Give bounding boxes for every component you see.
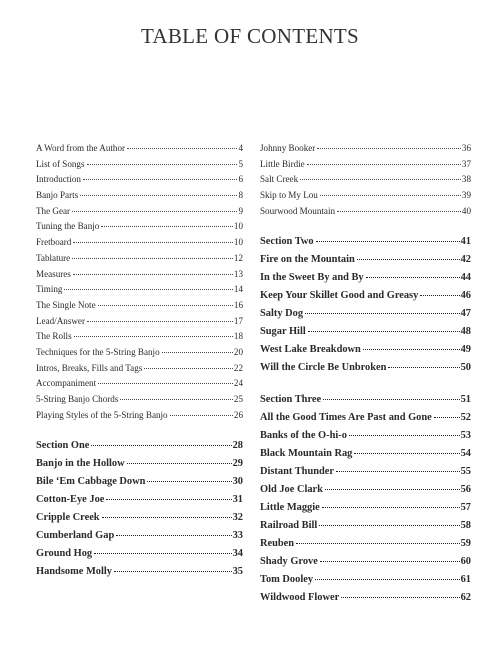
page-number: 6 — [238, 174, 243, 185]
entry-title: Shady Grove — [260, 556, 318, 568]
entry-title: Keep Your Skillet Good and Greasy — [260, 290, 419, 302]
page-number: 39 — [461, 190, 471, 201]
toc-entry — [36, 491, 243, 509]
entry-title: Cripple Creek — [36, 512, 100, 524]
dot-leader — [106, 499, 231, 500]
toc-entry — [36, 376, 243, 392]
page-number: 44 — [460, 272, 471, 284]
entry-title: Johnny Booker — [260, 143, 316, 153]
dot-leader — [307, 164, 461, 165]
section-three — [260, 391, 471, 607]
dot-leader — [305, 313, 460, 314]
page-number: 34 — [232, 548, 243, 560]
entry-title: Techniques for the 5-String Banjo — [36, 346, 160, 357]
entry-title: 5-String Banjo Chords — [36, 394, 119, 404]
dot-leader — [98, 305, 233, 306]
toc-entry — [260, 571, 471, 589]
toc-entry — [260, 463, 471, 481]
toc-group-intro — [36, 141, 243, 423]
toc-entry — [260, 323, 471, 341]
page-number: 9 — [238, 205, 243, 216]
toc-entry — [260, 157, 471, 173]
dot-leader — [337, 211, 461, 212]
page-number: 5 — [238, 158, 243, 169]
dot-leader — [127, 148, 237, 149]
toc-entry — [36, 437, 243, 455]
entry-title: Ground Hog — [36, 548, 93, 560]
toc-entry — [260, 204, 471, 220]
dot-leader — [363, 349, 460, 350]
page-number: 22 — [233, 362, 243, 373]
dot-leader — [341, 597, 459, 598]
dot-leader — [64, 289, 232, 290]
entry-title: Salt Creek — [260, 174, 299, 185]
toc-entry — [36, 298, 243, 314]
page-number: 46 — [460, 290, 471, 302]
entry-title: Cumberland Gap — [36, 530, 115, 542]
page-number: 12 — [233, 252, 243, 263]
section-one-songs — [36, 455, 243, 581]
page-number: 47 — [460, 308, 471, 320]
toc-entry — [36, 361, 243, 377]
toc-entry — [260, 305, 471, 323]
page-number: 35 — [232, 566, 243, 578]
page-number: 4 — [238, 143, 243, 153]
page-number: 54 — [460, 448, 471, 460]
page-number: 48 — [460, 326, 471, 338]
page-number: 57 — [460, 502, 471, 514]
dot-leader — [316, 241, 460, 242]
section-two — [260, 233, 471, 377]
dot-leader — [322, 507, 460, 508]
dot-leader — [315, 579, 460, 580]
entry-title: Sourwood Mountain — [260, 205, 336, 216]
entry-title: Little Birdie — [260, 158, 305, 169]
entry-title: Salty Dog — [260, 308, 304, 320]
page-number: 42 — [460, 254, 471, 266]
entry-title: All the Good Times Are Past and Gone — [260, 412, 432, 424]
toc-entry — [260, 359, 471, 377]
toc-entry — [260, 409, 471, 427]
entry-title: Playing Styles of the 5-String Banjo — [36, 409, 168, 420]
page-number: 58 — [460, 520, 471, 532]
toc-entry — [260, 535, 471, 553]
toc-entry — [36, 204, 243, 220]
entry-title: Measures — [36, 268, 71, 279]
dot-leader — [434, 417, 460, 418]
page-number: 37 — [461, 158, 471, 169]
toc-entry — [36, 455, 243, 473]
dot-leader — [127, 463, 232, 464]
toc-entry — [260, 251, 471, 269]
page-number: 10 — [233, 221, 243, 232]
entry-title: The Single Note — [36, 299, 96, 310]
dot-leader — [317, 148, 461, 149]
toc-entry — [36, 314, 243, 330]
page-number: 20 — [233, 346, 243, 357]
toc-column-left — [36, 141, 243, 581]
dot-leader — [296, 543, 460, 544]
dot-leader — [354, 453, 459, 454]
page-number: 18 — [233, 331, 243, 342]
toc-entry — [260, 427, 471, 445]
entry-title: Old Joe Clark — [260, 484, 323, 496]
dot-leader — [116, 535, 231, 536]
dot-leader — [87, 164, 238, 165]
page-number: 41 — [460, 236, 471, 248]
entry-title: Will the Circle Be Unbroken — [260, 362, 387, 374]
entry-title: Cotton-Eye Joe — [36, 494, 105, 506]
dot-leader — [320, 195, 461, 196]
entry-title: Little Maggie — [260, 502, 320, 514]
toc-entry — [36, 329, 243, 345]
dot-leader — [349, 435, 460, 436]
toc-entry — [36, 473, 243, 491]
section-one — [36, 437, 243, 581]
dot-leader — [323, 399, 460, 400]
toc-entry — [260, 141, 471, 157]
toc-entry — [36, 345, 243, 361]
entry-title: Sugar Hill — [260, 326, 306, 338]
entry-title: Fire on the Mountain — [260, 254, 355, 266]
dot-leader — [336, 471, 460, 472]
toc-entry — [260, 445, 471, 463]
dot-leader — [420, 295, 459, 296]
toc-entry — [260, 341, 471, 359]
toc-entry — [260, 269, 471, 287]
page-number: 33 — [232, 530, 243, 542]
toc-entry — [260, 287, 471, 305]
toc-entry — [36, 141, 243, 157]
page-number: 38 — [461, 174, 471, 185]
toc-entry — [36, 157, 243, 173]
entry-title: Section One — [36, 440, 90, 452]
page-number: 60 — [460, 556, 471, 568]
dot-leader — [91, 445, 231, 446]
page-number: 32 — [232, 512, 243, 524]
dot-leader — [388, 367, 459, 368]
dot-leader — [300, 179, 461, 180]
toc-entry — [260, 188, 471, 204]
entry-title: The Gear — [36, 205, 71, 216]
entry-title: A Word from the Author — [36, 143, 126, 153]
toc-entry — [36, 235, 243, 251]
entry-title: Banjo Parts — [36, 190, 79, 201]
entry-title: In the Sweet By and By — [260, 272, 364, 284]
page-number: 31 — [232, 494, 243, 506]
entry-title: Introduction — [36, 174, 81, 185]
dot-leader — [308, 331, 460, 332]
dot-leader — [72, 258, 233, 259]
page-number: 53 — [460, 430, 471, 442]
dot-leader — [94, 553, 232, 554]
entry-title: Timing — [36, 284, 63, 295]
entry-title: Tuning the Banjo — [36, 221, 100, 232]
toc-entry — [36, 509, 243, 527]
entry-title: Handsome Molly — [36, 566, 112, 578]
toc-entry — [36, 188, 243, 204]
page-number: 16 — [233, 299, 243, 310]
entry-title: Section Two — [260, 236, 314, 248]
section-heading — [260, 391, 471, 409]
page-number: 24 — [233, 378, 243, 389]
page-title: TABLE OF CONTENTS — [140, 24, 360, 48]
toc-entry — [36, 251, 243, 267]
dot-leader — [120, 399, 233, 400]
page-number: 49 — [460, 344, 471, 356]
toc-entry — [36, 172, 243, 188]
dot-leader — [74, 336, 233, 337]
entry-title: Railroad Bill — [260, 520, 318, 532]
entry-title: Lead/Answer — [36, 315, 85, 326]
dot-leader — [366, 277, 460, 278]
toc-entry — [36, 392, 243, 408]
toc-entry — [36, 282, 243, 298]
page-number: 26 — [233, 409, 243, 420]
dot-leader — [147, 481, 231, 482]
dot-leader — [319, 525, 459, 526]
section-three-songs — [260, 409, 471, 607]
toc-entry — [260, 589, 471, 607]
toc-column-right — [260, 141, 471, 607]
dot-leader — [102, 517, 232, 518]
toc-entry — [36, 545, 243, 563]
toc-entry — [36, 408, 243, 424]
dot-leader — [83, 179, 237, 180]
toc-entry — [36, 219, 243, 235]
page-number: 50 — [460, 362, 471, 374]
dot-leader — [72, 211, 237, 212]
page-number: 59 — [460, 538, 471, 550]
section-heading — [36, 437, 243, 455]
page-number: 51 — [460, 394, 471, 406]
toc-entry — [260, 391, 471, 409]
dot-leader — [80, 195, 237, 196]
dot-leader — [170, 415, 233, 416]
entry-title: Banks of the O-hi-o — [260, 430, 347, 442]
entry-title: List of Songs — [36, 158, 85, 169]
page-number: 28 — [232, 440, 243, 452]
dot-leader — [144, 368, 233, 369]
entry-title: Tablature — [36, 252, 71, 263]
entry-title: Black Mountain Rag — [260, 448, 353, 460]
toc-entry — [260, 172, 471, 188]
entry-title: Accompaniment — [36, 378, 97, 389]
entry-title: Wildwood Flower — [260, 592, 340, 604]
dot-leader — [73, 274, 233, 275]
page-number: 29 — [232, 458, 243, 470]
page-number: 62 — [460, 592, 471, 604]
page-number: 61 — [460, 574, 471, 586]
page-number: 52 — [460, 412, 471, 424]
toc-entry — [260, 481, 471, 499]
dot-leader — [114, 571, 232, 572]
dot-leader — [320, 561, 460, 562]
page-number: 8 — [238, 190, 243, 201]
entry-title: West Lake Breakdown — [260, 344, 361, 356]
page-number: 55 — [460, 466, 471, 478]
dot-leader — [73, 242, 233, 243]
entry-title: Skip to My Lou — [260, 190, 318, 201]
toc-entry — [36, 563, 243, 581]
page-number: 36 — [461, 143, 471, 153]
page-number: 40 — [461, 205, 471, 216]
entry-title: Fretboard — [36, 237, 72, 248]
toc-entry — [260, 499, 471, 517]
page-number: 56 — [460, 484, 471, 496]
entry-title: The Rolls — [36, 331, 72, 342]
entry-title: Intros, Breaks, Fills and Tags — [36, 362, 143, 373]
page-number: 10 — [233, 237, 243, 248]
page-number: 14 — [233, 284, 243, 295]
page-number: 13 — [233, 268, 243, 279]
entry-title: Distant Thunder — [260, 466, 335, 478]
toc-entry — [36, 267, 243, 283]
entry-title: Reuben — [260, 538, 295, 550]
dot-leader — [98, 383, 233, 384]
entry-title: Tom Dooley — [260, 574, 314, 586]
dot-leader — [101, 226, 233, 227]
entry-title: Bile ‘Em Cabbage Down — [36, 476, 146, 488]
page-number: 25 — [233, 394, 243, 404]
toc-entry — [260, 233, 471, 251]
dot-leader — [357, 259, 460, 260]
page-number: 17 — [233, 315, 243, 326]
toc-entry — [260, 553, 471, 571]
dot-leader — [87, 321, 233, 322]
dot-leader — [325, 489, 460, 490]
page-number: 30 — [232, 476, 243, 488]
section-one-songs-continued — [260, 141, 471, 219]
toc-entry — [36, 527, 243, 545]
section-two-songs — [260, 251, 471, 377]
dot-leader — [162, 352, 233, 353]
section-heading — [260, 233, 471, 251]
toc-entry — [260, 517, 471, 535]
entry-title: Banjo in the Hollow — [36, 458, 125, 470]
entry-title: Section Three — [260, 394, 322, 406]
